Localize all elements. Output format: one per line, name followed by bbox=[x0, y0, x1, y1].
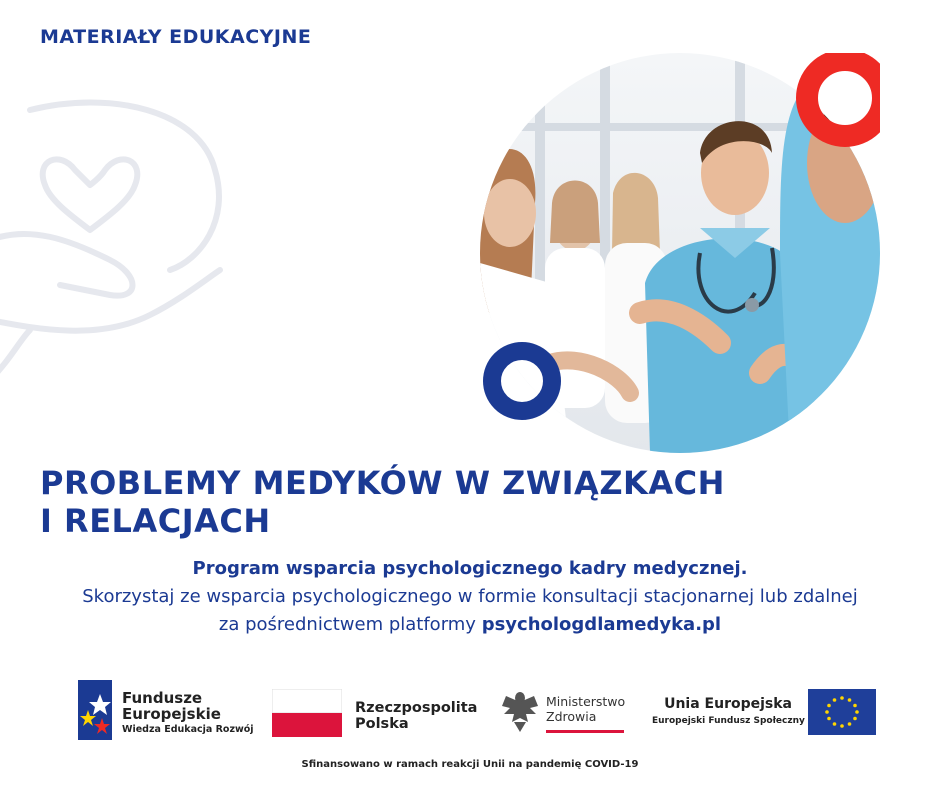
polish-flag-icon bbox=[272, 689, 342, 737]
title-line-1: PROBLEMY MEDYKÓW W ZWIĄZKACH bbox=[40, 464, 725, 502]
funding-note: Sfinansowano w ramach reakcji Unii na pandemię COVID-19 bbox=[301, 759, 639, 770]
ministerstwo-zdrowia-logo bbox=[500, 680, 640, 740]
program-description bbox=[0, 555, 940, 639]
fundusze-star-icon bbox=[78, 680, 112, 740]
description-line-1: Program wsparcia psychologicznego kadry medycznej. bbox=[192, 558, 748, 579]
logos-bar bbox=[0, 680, 940, 750]
page-title bbox=[40, 464, 800, 540]
rp-name: Rzeczpospolita Polska bbox=[355, 700, 478, 732]
heart-hand-icon bbox=[0, 90, 250, 390]
ue-subtitle: Europejski Fundusz Społeczny bbox=[652, 716, 805, 726]
fundusze-europejskie-logo bbox=[78, 680, 258, 745]
description-line-3 bbox=[0, 611, 940, 639]
rzeczpospolita-polska-logo bbox=[272, 680, 478, 740]
fundusze-subtitle: Wiedza Edukacja Rozwój bbox=[122, 724, 254, 735]
ue-title: Unia Europejska bbox=[664, 696, 792, 712]
eu-flag-icon bbox=[808, 689, 876, 735]
eagle-icon bbox=[500, 688, 540, 734]
section-label: MATERIAŁY EDUKACYJNE bbox=[40, 26, 312, 48]
unia-europejska-logo bbox=[652, 680, 882, 740]
mz-red-underline bbox=[546, 730, 624, 733]
medical-staff-photo bbox=[480, 53, 880, 453]
title-line-2: I RELACJACH bbox=[40, 502, 271, 540]
blue-ring-icon bbox=[492, 351, 552, 411]
red-ring-icon bbox=[807, 60, 880, 136]
description-line-3-prefix: za pośrednictwem platformy bbox=[218, 614, 476, 635]
mz-name: Ministerstwo Zdrowia bbox=[546, 694, 626, 724]
description-line-2: Skorzystaj ze wsparcia psychologicznego w formie konsultacji stacjonarnej lub zdalnej bbox=[82, 586, 858, 607]
platform-link[interactable]: psychologdlamedyka.pl bbox=[481, 614, 722, 635]
fundusze-title: Fundusze Europejskie bbox=[122, 689, 221, 723]
